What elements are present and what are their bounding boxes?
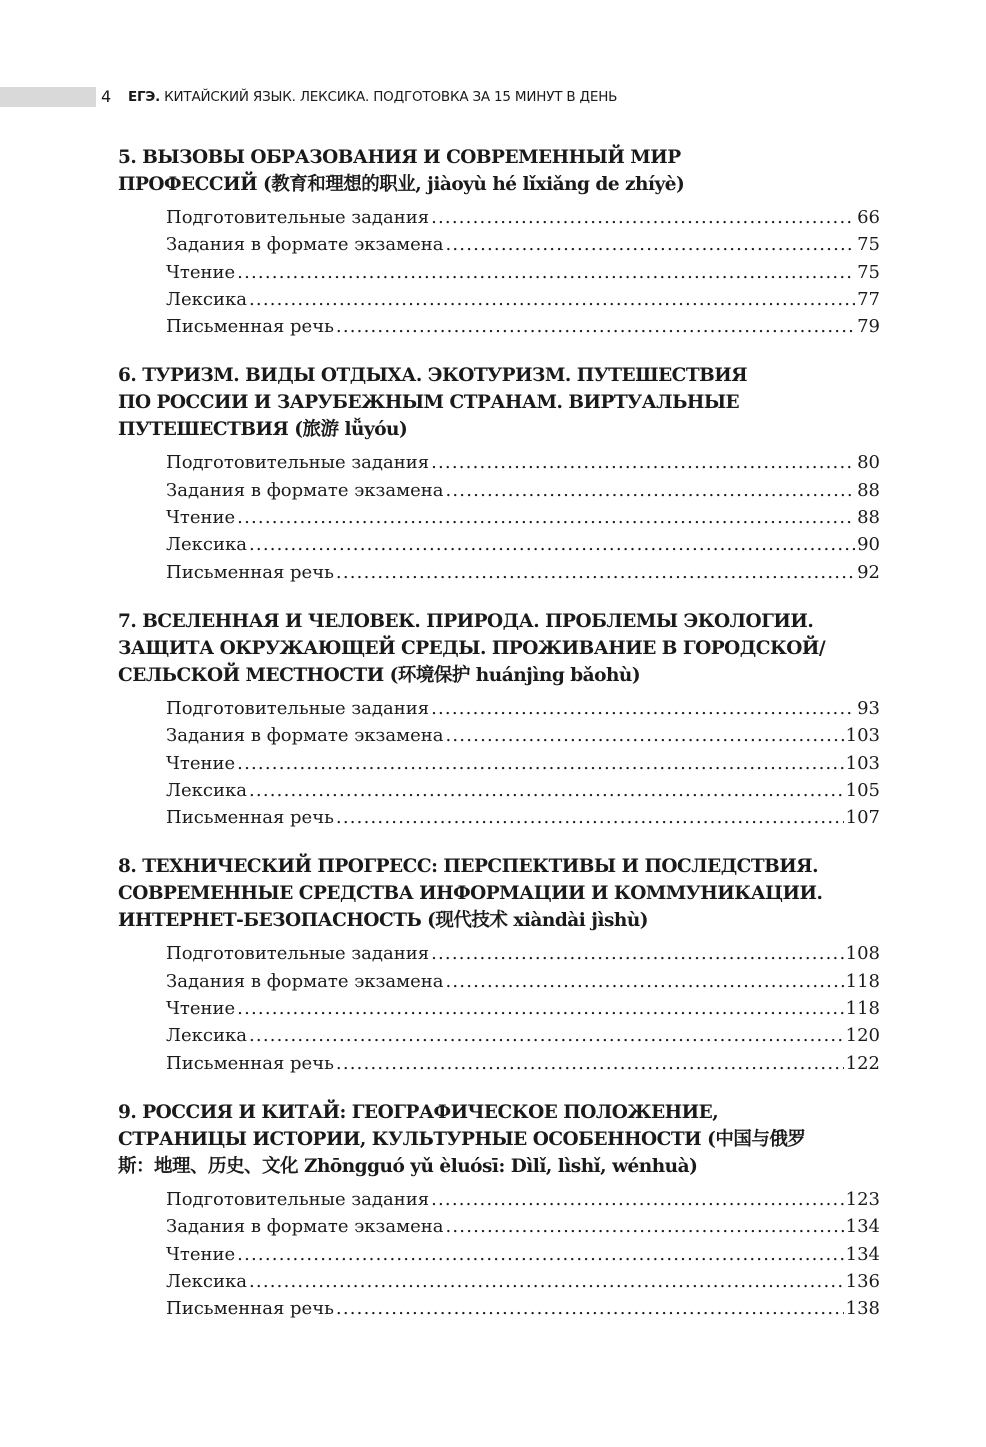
dot-leader — [237, 995, 843, 1022]
toc-entry[interactable] — [166, 750, 880, 777]
toc-entry[interactable] — [166, 940, 880, 967]
toc-entry-label: Письменная речь — [166, 1298, 334, 1320]
toc-entry-label: Лексика — [166, 779, 247, 801]
toc-entry[interactable] — [166, 531, 880, 558]
dot-leader — [431, 695, 855, 722]
toc-entry[interactable] — [166, 286, 880, 313]
toc-entry-page-number: 118 — [845, 970, 880, 992]
toc-entry-page-number: 79 — [857, 316, 880, 338]
toc-entry-page-number: 103 — [845, 725, 880, 747]
toc-entry-label: Чтение — [166, 1243, 236, 1265]
toc-entry-label: Задания в формате экзамена — [166, 970, 444, 992]
toc-entry-label: Лексика — [166, 288, 247, 310]
toc-entry-label: Письменная речь — [166, 561, 334, 583]
dot-leader — [336, 1050, 844, 1077]
toc-entry-page-number: 66 — [857, 207, 880, 228]
section-title — [118, 853, 880, 934]
toc-entry-page-number: 122 — [845, 1052, 880, 1074]
toc-entry[interactable] — [166, 1050, 880, 1077]
dot-leader — [336, 1295, 844, 1322]
dot-leader — [445, 722, 843, 749]
toc-entry-label: Подготовительные задания — [166, 1188, 430, 1210]
section-title-line: ЗАЩИТА ОКРУЖАЮЩЕЙ СРЕДЫ. ПРОЖИВАНИЕ В ГОРОДСКОЙ/ — [118, 637, 826, 659]
running-header — [0, 87, 986, 107]
page-number: 4 — [101, 87, 112, 106]
dot-leader — [336, 313, 855, 340]
section-title-line: ИНТЕРНЕТ-БЕЗОПАСНОСТЬ (现代技术 xiàndài jìshù) — [118, 910, 649, 932]
dot-leader — [431, 1186, 844, 1213]
dot-leader — [336, 804, 844, 831]
toc-entry-label: Письменная речь — [166, 807, 334, 829]
section-title-line: СОВРЕМЕННЫЕ СРЕДСТВА ИНФОРМАЦИИ И КОММУНИКАЦИИ. — [118, 883, 823, 905]
toc-entry[interactable] — [166, 1213, 880, 1240]
toc-entry[interactable] — [166, 504, 880, 531]
toc-entry[interactable] — [166, 1022, 880, 1049]
dot-leader — [431, 204, 855, 231]
toc-section — [118, 362, 880, 585]
toc-entry[interactable] — [166, 259, 880, 286]
dot-leader — [249, 286, 855, 313]
toc-entry[interactable] — [166, 1241, 880, 1268]
dot-leader — [445, 968, 843, 995]
toc-entry-page-number: 108 — [845, 943, 880, 965]
toc-entry-label: Чтение — [166, 507, 236, 529]
dot-leader — [445, 477, 855, 504]
toc-entry-page-number: 75 — [857, 261, 880, 283]
toc-entry-page-number: 118 — [845, 998, 880, 1020]
toc-entry-label: Подготовительные задания — [166, 452, 430, 474]
section-title-line: 7. ВСЕЛЕННАЯ И ЧЕЛОВЕК. ПРИРОДА. ПРОБЛЕМЫ ЭКОЛОГИИ. — [118, 610, 814, 632]
table-of-contents — [118, 144, 880, 1344]
section-title-line: СТРАНИЦЫ ИСТОРИИ, КУЛЬТУРНЫЕ ОСОБЕННОСТИ (中国与俄罗 — [118, 1128, 806, 1150]
toc-entry[interactable] — [166, 804, 880, 831]
toc-entry[interactable] — [166, 695, 880, 722]
dot-leader — [237, 504, 855, 531]
toc-entry-page-number: 88 — [857, 507, 880, 529]
toc-entry-label: Задания в формате экзамена — [166, 1216, 444, 1238]
toc-entry[interactable] — [166, 722, 880, 749]
section-title-line: 8. ТЕХНИЧЕСКИЙ ПРОГРЕСС: ПЕРСПЕКТИВЫ И ПОСЛЕДСТВИЯ. — [118, 856, 819, 878]
section-title-line: ПРОФЕССИЙ (教育和理想的职业, jiàoyù hé lǐxiǎng de zhíyè) — [118, 174, 685, 195]
section-title — [118, 608, 880, 689]
toc-entries — [166, 695, 880, 831]
dot-leader — [445, 1213, 843, 1240]
toc-entry[interactable] — [166, 231, 880, 258]
toc-entry-label: Задания в формате экзамена — [166, 234, 444, 256]
toc-entry[interactable] — [166, 1295, 880, 1322]
toc-entry-label: Чтение — [166, 261, 236, 283]
toc-entry-page-number: 92 — [857, 561, 880, 583]
dot-leader — [445, 231, 855, 258]
toc-entry-label: Лексика — [166, 534, 247, 556]
toc-entry-label: Задания в формате экзамена — [166, 725, 444, 747]
toc-entry-label: Лексика — [166, 1025, 247, 1047]
dot-leader — [237, 750, 843, 777]
toc-entry-page-number: 80 — [857, 452, 880, 474]
toc-entry-page-number: 107 — [845, 807, 880, 829]
toc-entry-page-number: 134 — [845, 1216, 880, 1238]
toc-section — [118, 1099, 880, 1322]
toc-entry[interactable] — [166, 477, 880, 504]
toc-entry-page-number: 103 — [845, 752, 880, 774]
toc-entry-label: Подготовительные задания — [166, 697, 430, 719]
toc-entry[interactable] — [166, 995, 880, 1022]
toc-entries — [166, 940, 880, 1076]
toc-entry-page-number: 75 — [857, 234, 880, 256]
toc-entry-page-number: 77 — [857, 288, 880, 310]
dot-leader — [237, 1241, 843, 1268]
toc-entry[interactable] — [166, 559, 880, 586]
dot-leader — [249, 531, 855, 558]
header-gray-band — [0, 87, 96, 107]
section-title-line: ПО РОССИИ И ЗАРУБЕЖНЫМ СТРАНАМ. ВИРТУАЛЬНЫЕ — [118, 392, 740, 414]
section-title-line: СЕЛЬСКОЙ МЕСТНОСТИ (环境保护 huánjìng bǎohù) — [118, 664, 641, 686]
toc-entry[interactable] — [166, 1268, 880, 1295]
toc-entries — [166, 1186, 880, 1322]
toc-entries — [166, 204, 880, 340]
toc-entry-label: Чтение — [166, 998, 236, 1020]
toc-entry-label: Письменная речь — [166, 316, 334, 338]
dot-leader — [431, 449, 855, 476]
toc-entry-page-number: 138 — [845, 1298, 880, 1320]
section-title-line: 9. РОССИЯ И КИТАЙ: ГЕОГРАФИЧЕСКОЕ ПОЛОЖЕНИЕ, — [118, 1101, 719, 1123]
toc-entry[interactable] — [166, 1186, 880, 1213]
section-title-line: ПУТЕШЕСТВИЯ (旅游 lǚyóu) — [118, 419, 408, 441]
dot-leader — [237, 259, 855, 286]
toc-entries — [166, 449, 880, 585]
toc-entry-page-number: 120 — [845, 1025, 880, 1047]
dot-leader — [336, 559, 855, 586]
dot-leader — [249, 777, 844, 804]
dot-leader — [249, 1268, 844, 1295]
running-title-bold: ЕГЭ. — [128, 89, 161, 105]
section-title — [118, 144, 880, 198]
section-title-line: 6. ТУРИЗМ. ВИДЫ ОТДЫХА. ЭКОТУРИЗМ. ПУТЕШЕСТВИЯ — [118, 365, 748, 387]
toc-entry[interactable] — [166, 777, 880, 804]
running-title-rest: КИТАЙСКИЙ ЯЗЫК. ЛЕКСИКА. ПОДГОТОВКА ЗА 15 МИНУТ В ДЕНЬ — [160, 89, 618, 105]
toc-entry-label: Лексика — [166, 1270, 247, 1292]
toc-entry[interactable] — [166, 968, 880, 995]
toc-entry-label: Чтение — [166, 752, 236, 774]
toc-entry-page-number: 93 — [857, 697, 880, 719]
section-title — [118, 1099, 880, 1180]
toc-section — [118, 144, 880, 340]
toc-entry-label: Задания в формате экзамена — [166, 479, 444, 501]
toc-entry[interactable] — [166, 313, 880, 340]
toc-entry-page-number: 136 — [845, 1270, 880, 1292]
toc-entry-label: Подготовительные задания — [166, 943, 430, 965]
toc-section — [118, 608, 880, 831]
toc-section — [118, 853, 880, 1076]
running-title — [128, 88, 617, 106]
toc-entry-label: Подготовительные задания — [166, 207, 430, 228]
toc-entry-page-number: 88 — [857, 479, 880, 501]
toc-entry-page-number: 123 — [845, 1188, 880, 1210]
toc-entry[interactable] — [166, 449, 880, 476]
toc-entry-label: Письменная речь — [166, 1052, 334, 1074]
toc-entry-page-number: 90 — [857, 534, 880, 556]
toc-entry-page-number: 134 — [845, 1243, 880, 1265]
dot-leader — [431, 940, 844, 967]
toc-entry-page-number: 105 — [845, 779, 880, 801]
section-title-line: 5. ВЫЗОВЫ ОБРАЗОВАНИЯ И СОВРЕМЕННЫЙ МИР — [118, 147, 681, 168]
dot-leader — [249, 1022, 844, 1049]
toc-entry[interactable] — [166, 204, 880, 231]
section-title — [118, 362, 880, 443]
section-title-line: 斯：地理、历史、文化 Zhōngguó yǔ èluósī: Dìlǐ, lìshǐ, wénhuà) — [118, 1155, 698, 1177]
